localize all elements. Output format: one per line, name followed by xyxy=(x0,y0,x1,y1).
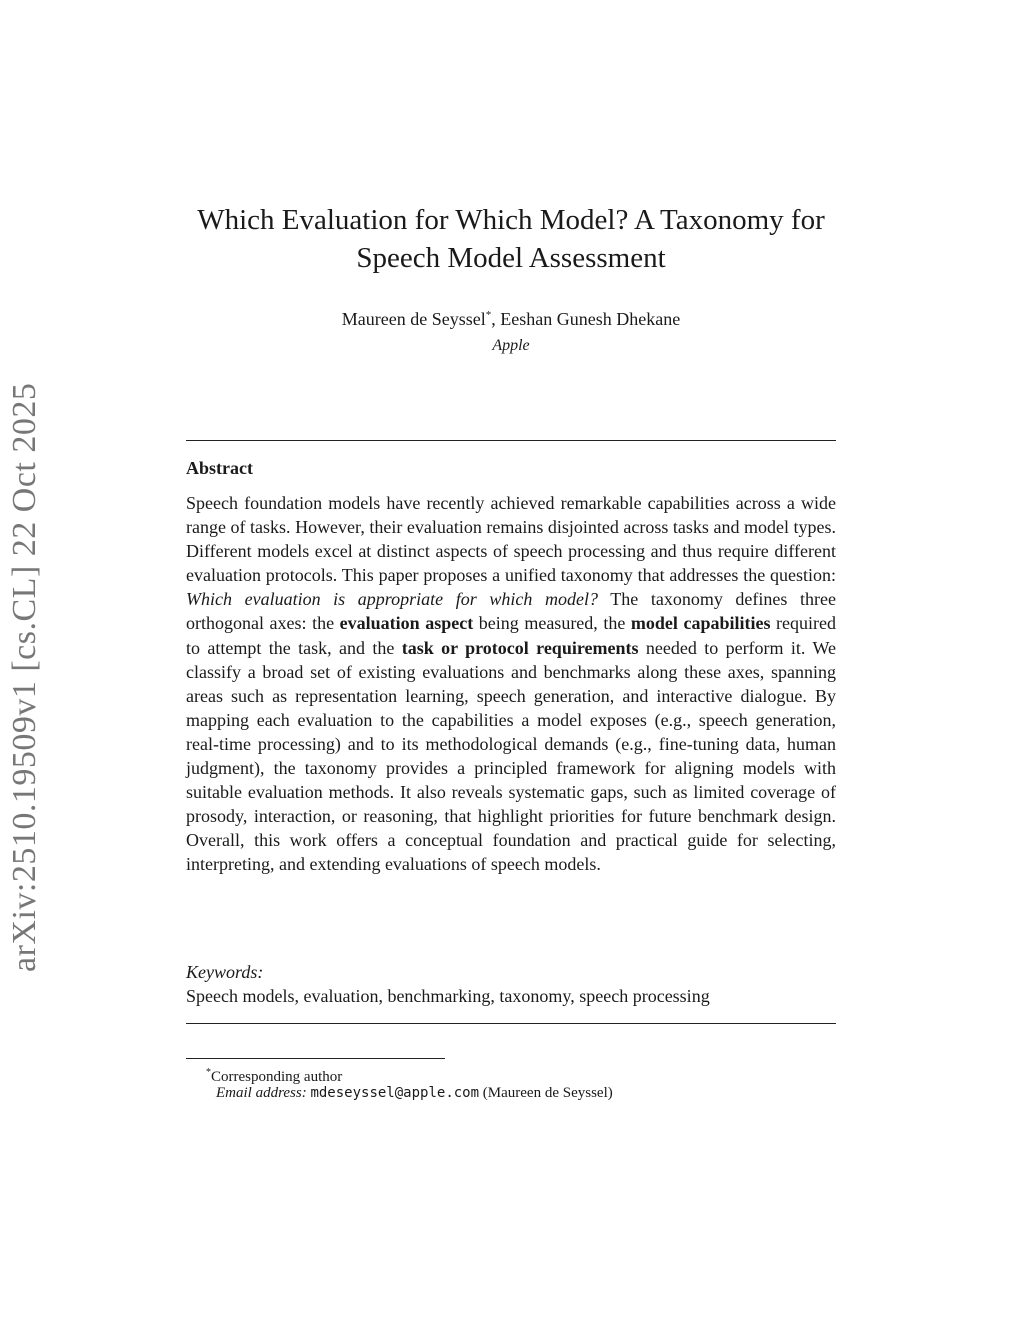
axis-task-requirements: task or protocol requirements xyxy=(401,637,639,658)
footnote-corresponding-text: Corresponding author xyxy=(211,1069,343,1085)
axis-evaluation-aspect: evaluation aspect xyxy=(339,613,474,634)
author-name-2: , Eeshan Gunesh Dhekane xyxy=(491,309,681,329)
email-label: Email address: xyxy=(216,1085,307,1101)
paper-title xyxy=(186,201,836,277)
abstract-segment: required to attempt the task, and the xyxy=(186,613,837,658)
abstract-bottom-rule xyxy=(186,1023,836,1024)
footnote-mark: * xyxy=(206,1067,211,1078)
email-owner: (Maureen de Seyssel) xyxy=(482,1085,613,1101)
keywords-label: Keywords: xyxy=(186,962,264,982)
footnote-email xyxy=(216,1083,613,1103)
axis-model-capabilities: model capabilities xyxy=(630,613,771,634)
abstract-text xyxy=(186,491,836,877)
abstract-top-rule xyxy=(186,440,836,441)
author-list xyxy=(186,303,836,331)
email-address-link[interactable]: mdeseyssel@apple.com xyxy=(310,1085,480,1101)
abstract-question: Which evaluation is appropriate for which model? xyxy=(186,589,598,610)
author-name-1: Maureen de Seyssel xyxy=(341,309,486,329)
abstract-heading: Abstract xyxy=(186,458,253,478)
abstract-segment: The taxonomy defines three orthogonal axes: the xyxy=(186,589,836,634)
affiliation: Apple xyxy=(492,337,530,354)
title-line-2: Speech Model Assessment xyxy=(356,242,666,274)
keywords-list: Speech models, evaluation, benchmarking, taxonomy, speech processing xyxy=(186,986,710,1006)
title-line-1: Which Evaluation for Which Model? A Taxonomy for xyxy=(197,204,825,236)
abstract-segment: Speech foundation models have recently achieved remarkable capabilities across a wide range of tasks. However, their evaluation remains disjointed across tasks and model types. Different models excel at distinct aspects of speech processing and thus require different evaluation protocols. This paper proposes a unified taxonomy that addresses the question: xyxy=(186,493,836,586)
footnote-rule xyxy=(186,1058,445,1059)
arxiv-identifier-stamp: arXiv:2510.19509v1 [cs.CL] 22 Oct 2025 xyxy=(6,382,43,972)
abstract-segment: being measured, the xyxy=(473,613,631,634)
corresponding-author-mark: * xyxy=(485,309,492,321)
abstract-segment: needed to perform it. We classify a broad set of existing evaluations and benchmarks along these axes, spanning areas such as representation learning, speech generation, and interactive dialogue. By mapping each evaluation to the capabilities a model exposes (e.g., speech generation, real-time processing) and to its methodological demands (e.g., fine-tuning data, human judgment), the taxonomy provides a principled framework for aligning models with suitable evaluation methods. It also reveals systematic gaps, such as limited coverage of prosody, interaction, or reasoning, that highlight priorities for future benchmark design. Overall, this work offers a conceptual foundation and practical guide for selecting, interpreting, and extending evaluations of speech models. xyxy=(186,637,837,875)
